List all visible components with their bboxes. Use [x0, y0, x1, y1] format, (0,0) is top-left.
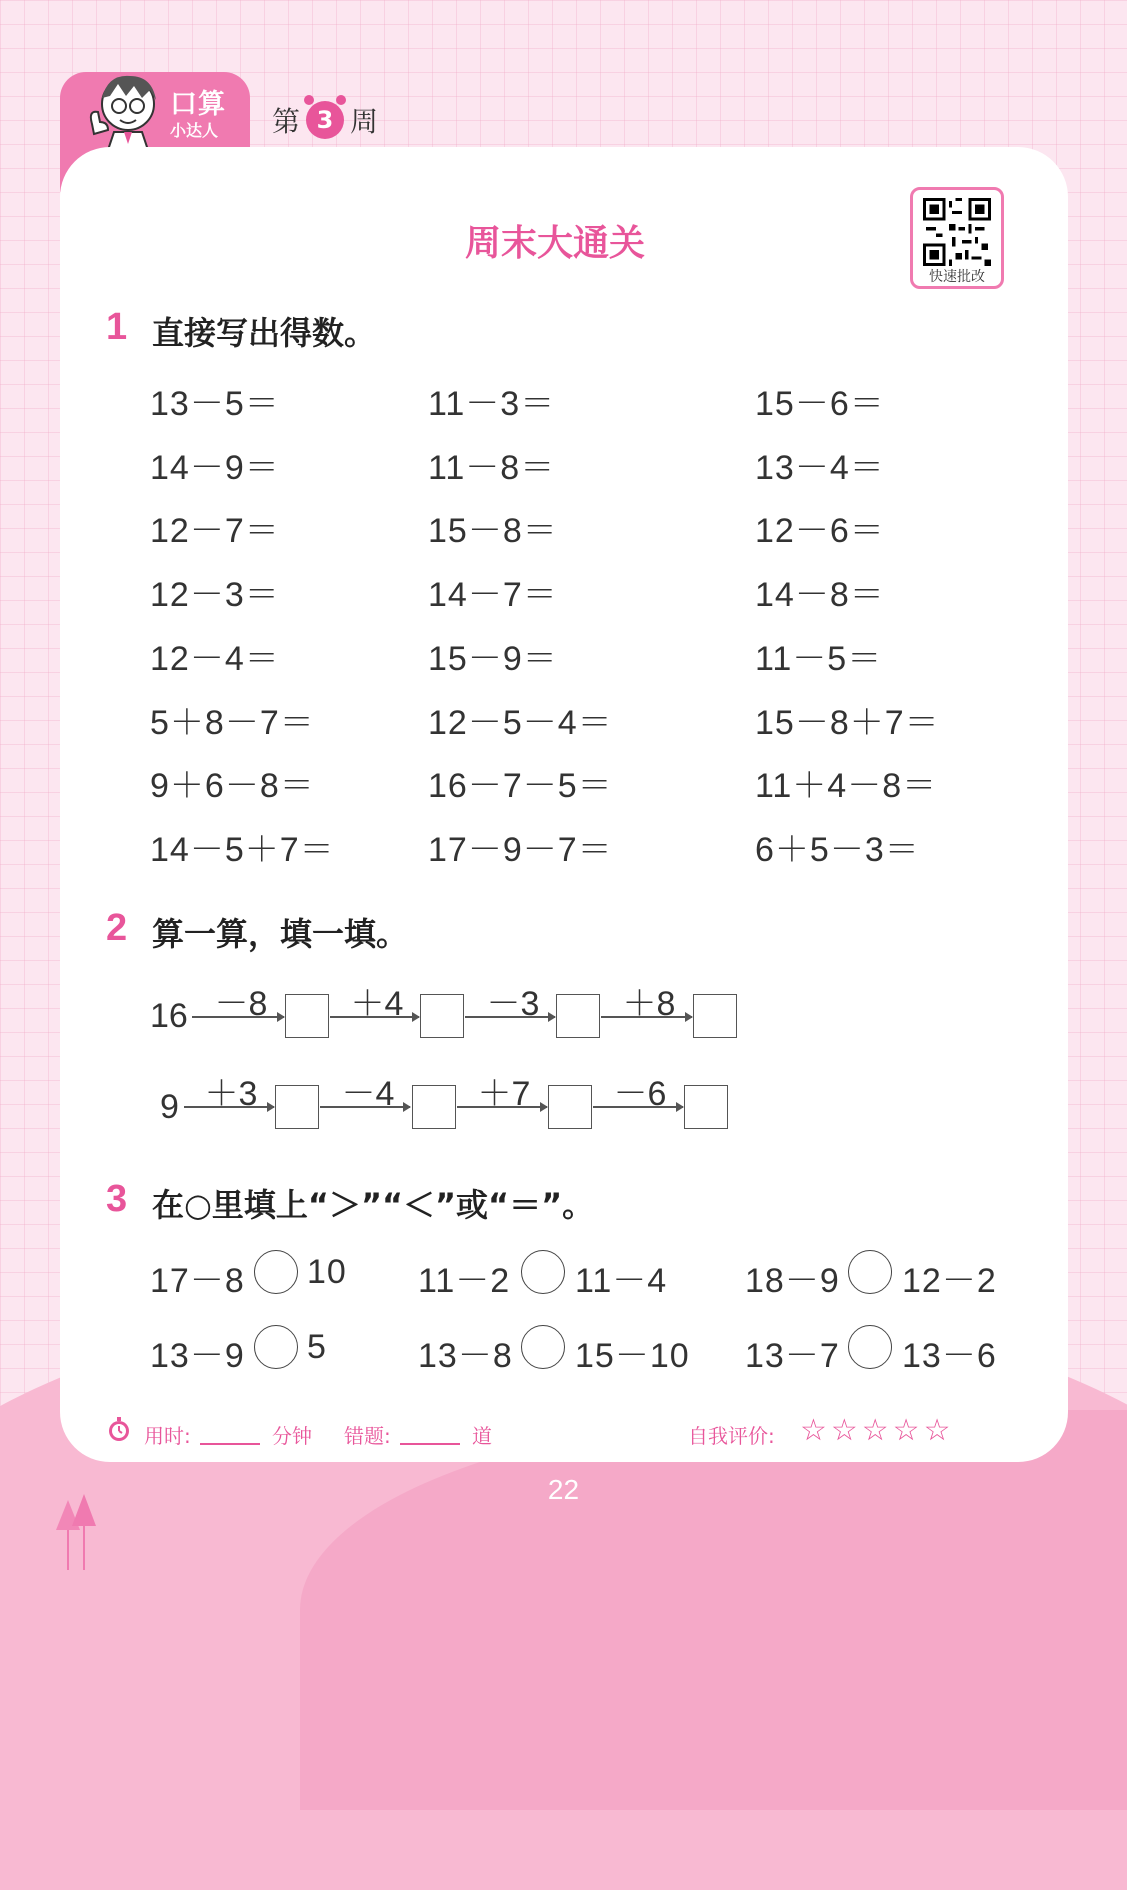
- errors-label: 错题:: [344, 1424, 391, 1448]
- problem: 15－8＝: [428, 512, 558, 550]
- page-number: 22: [547, 1474, 580, 1505]
- compare-circle[interactable]: [254, 1250, 298, 1294]
- chain-operation: ＋4: [350, 985, 404, 1023]
- problem: 9＋6－8＝: [150, 767, 315, 805]
- qr-code-box[interactable]: [910, 187, 1004, 289]
- tree-icon: [52, 1490, 100, 1570]
- chain-operation: －6: [613, 1075, 667, 1113]
- problem: 13－5＝: [150, 385, 280, 423]
- answer-box[interactable]: [420, 994, 464, 1038]
- problem: 14－8＝: [755, 576, 885, 614]
- section-2-title: 算一算，填一填。: [152, 915, 409, 953]
- errors-blank[interactable]: [400, 1443, 460, 1445]
- problem: 12－5－4＝: [428, 704, 613, 742]
- problem: 15－6＝: [755, 385, 885, 423]
- compare-circle[interactable]: [848, 1325, 892, 1369]
- stopwatch-icon: [106, 1416, 132, 1442]
- comparison-left: 11－2: [418, 1262, 511, 1300]
- comparison-right: 13－6: [902, 1337, 997, 1375]
- comparison-left: 18－9: [745, 1262, 840, 1300]
- chain-start-value: 9: [160, 1088, 179, 1126]
- problem: 17－9－7＝: [428, 831, 613, 869]
- comparison-right: 10: [307, 1253, 347, 1291]
- comparison-left: 13－9: [150, 1337, 245, 1375]
- problem: 16－7－5＝: [428, 767, 613, 805]
- comparison-left: 13－7: [745, 1337, 840, 1375]
- week-number-badge: 3: [306, 101, 344, 139]
- compare-circle[interactable]: [254, 1325, 298, 1369]
- problem: 11－5＝: [755, 640, 883, 678]
- problem: 15－9＝: [428, 640, 558, 678]
- time-unit: 分钟: [272, 1424, 312, 1448]
- compare-circle[interactable]: [521, 1250, 565, 1294]
- comparison-right: 11－4: [575, 1262, 668, 1300]
- page-title: 周末大通关: [464, 223, 645, 264]
- compare-circle[interactable]: [521, 1325, 565, 1369]
- brand-subtitle: 小达人: [170, 121, 219, 140]
- problem: 14－7＝: [428, 576, 558, 614]
- errors-unit: 道: [472, 1424, 492, 1448]
- week-indicator: [272, 100, 378, 140]
- week-suffix: 周: [350, 105, 379, 138]
- comparison-left: 13－8: [418, 1337, 513, 1375]
- brand-title: 口算: [170, 89, 226, 120]
- problem: 12－6＝: [755, 512, 885, 550]
- comparison-left: 17－8: [150, 1262, 245, 1300]
- answer-box[interactable]: [275, 1085, 319, 1129]
- problem: 12－7＝: [150, 512, 280, 550]
- time-blank[interactable]: [200, 1443, 260, 1445]
- answer-box[interactable]: [556, 994, 600, 1038]
- comparison-right: 5: [307, 1328, 327, 1366]
- section-1-title: 直接写出得数。: [152, 314, 377, 352]
- section-1-number: 1: [106, 306, 128, 348]
- comparison-right: 15－10: [575, 1337, 690, 1375]
- answer-box[interactable]: [693, 994, 737, 1038]
- qr-code-icon: [923, 198, 991, 266]
- rating-stars[interactable]: ☆☆☆☆☆: [800, 1413, 955, 1448]
- chain-operation: －3: [486, 985, 540, 1023]
- problem: 15－8＋7＝: [755, 704, 940, 742]
- problem: 6＋5－3＝: [755, 831, 920, 869]
- section-2-number: 2: [106, 907, 128, 949]
- problem: 11－8＝: [428, 449, 556, 487]
- week-prefix: 第: [272, 105, 301, 138]
- mascot-icon: [78, 70, 164, 150]
- chain-operation: －4: [341, 1075, 395, 1113]
- problem: 14－9＝: [150, 449, 280, 487]
- problem: 5＋8－7＝: [150, 704, 315, 742]
- answer-box[interactable]: [412, 1085, 456, 1129]
- self-eval-label: 自我评价:: [688, 1424, 775, 1448]
- chain-operation: ＋8: [622, 985, 676, 1023]
- chain-operation: ＋7: [477, 1075, 531, 1113]
- problem: 12－4＝: [150, 640, 280, 678]
- problem: 13－4＝: [755, 449, 885, 487]
- compare-circle[interactable]: [848, 1250, 892, 1294]
- chain-operation: ＋3: [204, 1075, 258, 1113]
- answer-box[interactable]: [684, 1085, 728, 1129]
- chain-operation: －8: [214, 985, 268, 1023]
- problem: 11－3＝: [428, 385, 556, 423]
- time-label: 用时:: [144, 1424, 191, 1448]
- problem: 14－5＋7＝: [150, 831, 335, 869]
- problem: 11＋4－8＝: [755, 767, 938, 805]
- answer-box[interactable]: [548, 1085, 592, 1129]
- answer-box[interactable]: [285, 994, 329, 1038]
- chain-start-value: 16: [150, 997, 188, 1035]
- qr-label: 快速批改: [929, 269, 985, 285]
- problem: 12－3＝: [150, 576, 280, 614]
- section-3-title: 在○里填上“＞”“＜”或“＝”。: [152, 1186, 595, 1224]
- section-3-number: 3: [106, 1178, 128, 1220]
- comparison-right: 12－2: [902, 1262, 997, 1300]
